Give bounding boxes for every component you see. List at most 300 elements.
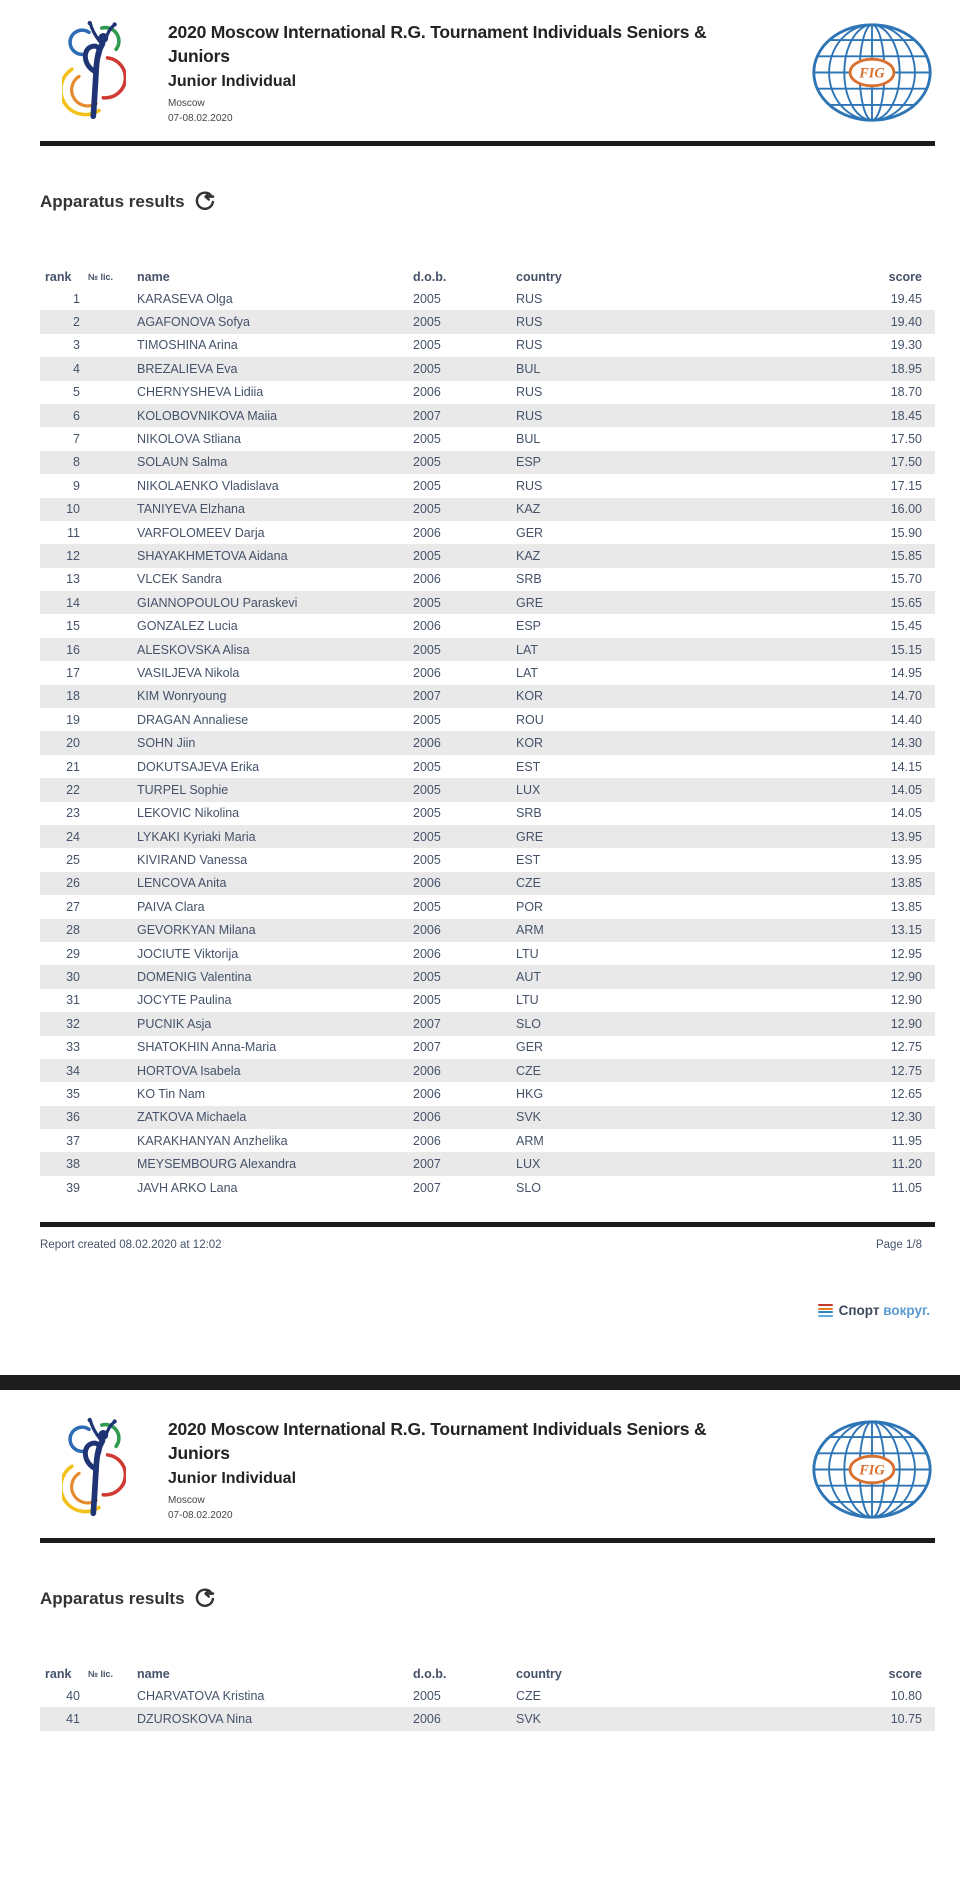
cell-country: CZE <box>516 1688 541 1703</box>
report-page-2 <box>0 1390 960 1888</box>
cell-rank: 38 <box>66 1157 80 1172</box>
cell-country: SLO <box>516 1016 542 1031</box>
cell-dob: 2005 <box>413 712 441 727</box>
cell-score: 19.30 <box>890 338 922 353</box>
event-city: Moscow <box>168 1495 205 1506</box>
header-country: country <box>516 1666 562 1681</box>
cell-name: TURPEL Sophie <box>137 782 229 797</box>
cell-name: KARAKHANYAN Anzhelika <box>137 1133 288 1148</box>
cell-rank: 30 <box>66 970 80 985</box>
cell-country: KOR <box>516 736 544 751</box>
cell-score: 14.05 <box>890 806 922 821</box>
table-body <box>40 287 935 1199</box>
cell-score: 17.15 <box>890 478 922 493</box>
cell-rank: 34 <box>66 1063 80 1078</box>
cell-dob: 2005 <box>413 315 441 330</box>
cell-country: HKG <box>516 1086 544 1101</box>
cell-score: 13.95 <box>890 829 922 844</box>
cell-country: RUS <box>516 385 543 400</box>
table-row <box>40 1707 935 1730</box>
event-title: Junior Individual <box>168 73 297 90</box>
cell-dob: 2005 <box>413 361 441 376</box>
cell-name: SHATOKHIN Anna-Maria <box>137 1040 277 1055</box>
table-row <box>40 685 935 708</box>
cell-country: CZE <box>516 876 541 891</box>
cell-name: NIKOLAENKO Vladislava <box>137 478 279 493</box>
report-footer <box>40 1239 922 1251</box>
header-country: country <box>516 269 562 284</box>
cell-dob: 2005 <box>413 899 441 914</box>
cell-rank: 2 <box>73 315 80 330</box>
cell-dob: 2005 <box>413 642 441 657</box>
cell-dob: 2005 <box>413 970 441 985</box>
cell-name: SOLAUN Salma <box>137 455 228 470</box>
results-table <box>40 1663 935 1731</box>
tournament-logo <box>62 1411 126 1523</box>
section-heading <box>40 191 215 212</box>
cell-rank: 10 <box>66 502 80 517</box>
cell-score: 17.50 <box>890 432 922 447</box>
cell-country: LAT <box>516 665 538 680</box>
cell-score: 18.95 <box>890 361 922 376</box>
header-rank: rank <box>45 269 72 284</box>
cell-country: ESP <box>516 455 542 470</box>
cell-dob: 2005 <box>413 782 441 797</box>
table-row <box>40 965 935 988</box>
cell-country: RUS <box>516 338 543 353</box>
cell-rank: 27 <box>66 899 80 914</box>
table-row <box>40 404 935 427</box>
cell-score: 13.85 <box>890 899 922 914</box>
cell-name: DOMENIG Valentina <box>137 970 252 985</box>
cell-name: NIKOLOVA Stliana <box>137 432 241 447</box>
table-row <box>40 287 935 310</box>
cell-score: 12.65 <box>890 1086 922 1101</box>
cell-name: KIVIRAND Vanessa <box>137 853 248 868</box>
table-row <box>40 1036 935 1059</box>
cell-country: LTU <box>516 993 539 1008</box>
cell-score: 12.90 <box>890 1016 922 1031</box>
cell-rank: 28 <box>66 923 80 938</box>
table-row <box>40 1012 935 1035</box>
cell-score: 12.90 <box>890 970 922 985</box>
cell-rank: 15 <box>66 619 80 634</box>
cell-score: 16.00 <box>890 502 922 517</box>
report-created-text: Report created 08.02.2020 at 12:02 <box>40 1239 222 1251</box>
cell-name: ZATKOVA Michaela <box>137 1110 247 1125</box>
cell-score: 15.90 <box>890 525 922 540</box>
table-row <box>40 755 935 778</box>
section-title: Apparatus results <box>40 191 185 211</box>
cell-score: 12.90 <box>890 993 922 1008</box>
tournament-logo <box>62 14 126 126</box>
cell-name: ALESKOVSKA Alisa <box>137 642 250 657</box>
header-score: score <box>888 269 922 284</box>
title-block <box>168 20 813 125</box>
cell-name: JOCYTE Paulina <box>137 993 232 1008</box>
cell-rank: 13 <box>66 572 80 587</box>
cell-score: 10.75 <box>890 1712 922 1727</box>
cell-name: VLCEK Sandra <box>137 572 222 587</box>
cell-name: JAVH ARKO Lana <box>137 1180 238 1195</box>
cell-country: KAZ <box>516 502 541 517</box>
cell-name: BREZALIEVA Eva <box>137 361 238 376</box>
table-row <box>40 731 935 754</box>
cell-score: 12.75 <box>890 1063 922 1078</box>
sport-vokrug-stripes-icon <box>818 1304 833 1317</box>
section-title: Apparatus results <box>40 1588 185 1608</box>
cell-name: TANIYEVA Elzhana <box>137 502 245 517</box>
cell-country: BUL <box>516 361 541 376</box>
cell-country: RUS <box>516 478 543 493</box>
table-row <box>40 708 935 731</box>
table-row <box>40 1176 935 1199</box>
cell-dob: 2005 <box>413 853 441 868</box>
cell-name: SHAYAKHMETOVA Aidana <box>137 548 288 563</box>
cell-score: 18.70 <box>890 385 922 400</box>
cell-country: ARM <box>516 923 544 938</box>
fig-logo-text: FIG <box>859 1462 885 1479</box>
cell-score: 18.45 <box>890 408 922 423</box>
cell-country: KOR <box>516 689 544 704</box>
cell-country: SRB <box>516 572 542 587</box>
cell-score: 14.40 <box>890 712 922 727</box>
table-row <box>40 1152 935 1175</box>
table-row <box>40 1129 935 1152</box>
cell-dob: 2006 <box>413 946 441 961</box>
cell-dob: 2005 <box>413 338 441 353</box>
table-row <box>40 334 935 357</box>
cell-country: ESP <box>516 619 542 634</box>
cell-rank: 6 <box>73 408 80 423</box>
cell-dob: 2006 <box>413 525 441 540</box>
cell-score: 15.85 <box>890 548 922 563</box>
cell-score: 13.85 <box>890 876 922 891</box>
cell-name: VARFOLOMEEV Darja <box>137 525 265 540</box>
cell-rank: 19 <box>66 712 80 727</box>
cell-dob: 2006 <box>413 1133 441 1148</box>
cell-country: KAZ <box>516 548 541 563</box>
table-row <box>40 942 935 965</box>
cell-dob: 2007 <box>413 1016 441 1031</box>
cell-dob: 2005 <box>413 993 441 1008</box>
cell-rank: 8 <box>73 455 80 470</box>
table-row <box>40 802 935 825</box>
cell-dob: 2007 <box>413 1157 441 1172</box>
table-header-row <box>40 1663 935 1684</box>
cell-rank: 31 <box>66 993 80 1008</box>
cell-score: 14.70 <box>890 689 922 704</box>
title-block <box>168 1417 813 1522</box>
page-title-line2: Juniors <box>168 1443 230 1463</box>
cell-name: GIANNOPOULOU Paraskevi <box>137 595 298 610</box>
cell-score: 13.95 <box>890 853 922 868</box>
table-row <box>40 474 935 497</box>
cell-rank: 41 <box>66 1712 80 1727</box>
cell-dob: 2007 <box>413 1180 441 1195</box>
results-table <box>40 266 935 1199</box>
cell-dob: 2005 <box>413 455 441 470</box>
cell-name: LENCOVA Anita <box>137 876 227 891</box>
cell-dob: 2007 <box>413 689 441 704</box>
cell-name: VASILJEVA Nikola <box>137 665 240 680</box>
cell-country: SVK <box>516 1110 542 1125</box>
cell-name: KARASEVA Olga <box>137 291 233 306</box>
header-rank: rank <box>45 1666 72 1681</box>
cell-country: GER <box>516 1040 544 1055</box>
cell-rank: 21 <box>66 759 80 774</box>
cell-name: PAIVA Clara <box>137 899 205 914</box>
cell-rank: 35 <box>66 1086 80 1101</box>
header-dob: d.o.b. <box>413 1666 447 1681</box>
table-row <box>40 451 935 474</box>
page-number: Page 1/8 <box>875 1239 922 1251</box>
cell-score: 15.45 <box>890 619 922 634</box>
cell-score: 14.15 <box>890 759 922 774</box>
cell-name: CHERNYSHEVA Lidiia <box>137 385 264 400</box>
cell-score: 12.30 <box>890 1110 922 1125</box>
apparatus-rotation-icon <box>194 1588 215 1609</box>
header-license: № lic. <box>88 271 114 282</box>
cell-name: PUCNIK Asja <box>137 1016 212 1031</box>
fig-logo-text: FIG <box>859 65 885 82</box>
cell-name: KOLOBOVNIKOVA Maiia <box>137 408 278 423</box>
header-score: score <box>888 1666 922 1681</box>
cell-country: SRB <box>516 806 542 821</box>
table-row <box>40 568 935 591</box>
cell-name: MEYSEMBOURG Alexandra <box>137 1157 297 1172</box>
sport-vokrug-logo <box>818 1303 930 1318</box>
cell-country: RUS <box>516 291 543 306</box>
cell-dob: 2006 <box>413 1086 441 1101</box>
cell-country: LUX <box>516 1157 541 1172</box>
cell-rank: 24 <box>66 829 80 844</box>
table-body <box>40 1684 935 1731</box>
cell-name: DRAGAN Annaliese <box>137 712 249 727</box>
cell-name: TIMOSHINA Arina <box>137 338 238 353</box>
table-row <box>40 427 935 450</box>
table-row <box>40 1082 935 1105</box>
cell-dob: 2006 <box>413 385 441 400</box>
cell-dob: 2005 <box>413 759 441 774</box>
cell-rank: 18 <box>66 689 80 704</box>
table-row <box>40 825 935 848</box>
cell-dob: 2007 <box>413 1040 441 1055</box>
cell-score: 13.15 <box>890 923 922 938</box>
cell-country: RUS <box>516 408 543 423</box>
cell-rank: 36 <box>66 1110 80 1125</box>
cell-score: 10.80 <box>890 1688 922 1703</box>
cell-rank: 7 <box>73 432 80 447</box>
header-rule <box>40 1538 935 1543</box>
table-header-row <box>40 266 935 287</box>
cell-rank: 23 <box>66 806 80 821</box>
cell-rank: 11 <box>67 525 80 540</box>
cell-rank: 39 <box>66 1180 80 1195</box>
footer-rule <box>40 1222 935 1227</box>
cell-rank: 14 <box>66 595 80 610</box>
cell-rank: 26 <box>66 876 80 891</box>
table-row <box>40 498 935 521</box>
cell-dob: 2005 <box>413 502 441 517</box>
cell-name: GEVORKYAN Milana <box>137 923 256 938</box>
cell-name: AGAFONOVA Sofya <box>137 315 251 330</box>
cell-score: 14.95 <box>890 665 922 680</box>
cell-rank: 40 <box>66 1688 80 1703</box>
table-row <box>40 614 935 637</box>
cell-score: 15.15 <box>890 642 922 657</box>
cell-dob: 2005 <box>413 806 441 821</box>
section-heading <box>40 1588 215 1609</box>
page-title-line1: 2020 Moscow International R.G. Tournament Individuals Seniors & <box>168 22 707 42</box>
cell-dob: 2005 <box>413 595 441 610</box>
table-row <box>40 848 935 871</box>
table-row <box>40 661 935 684</box>
cell-dob: 2006 <box>413 1110 441 1125</box>
cell-name: KIM Wonryoung <box>137 689 227 704</box>
brand-word-sport: Спорт <box>838 1303 880 1318</box>
cell-name: GONZALEZ Lucia <box>137 619 238 634</box>
cell-dob: 2006 <box>413 572 441 587</box>
table-row <box>40 638 935 661</box>
cell-country: GER <box>516 525 544 540</box>
cell-rank: 16 <box>66 642 80 657</box>
cell-name: SOHN Jiin <box>137 736 196 751</box>
table-row <box>40 310 935 333</box>
cell-rank: 20 <box>66 736 80 751</box>
header-name: name <box>137 269 170 284</box>
cell-score: 19.40 <box>890 315 922 330</box>
cell-country: BUL <box>516 432 541 447</box>
cell-rank: 25 <box>66 853 80 868</box>
cell-score: 15.70 <box>890 572 922 587</box>
table-row <box>40 989 935 1012</box>
header-rule <box>40 141 935 146</box>
table-row <box>40 1059 935 1082</box>
cell-dob: 2005 <box>413 548 441 563</box>
cell-name: HORTOVA Isabela <box>137 1063 241 1078</box>
fig-globe-logo <box>810 1418 934 1521</box>
table-row <box>40 357 935 380</box>
cell-score: 19.45 <box>890 291 922 306</box>
cell-rank: 22 <box>66 782 80 797</box>
table-row <box>40 1106 935 1129</box>
cell-country: LTU <box>516 946 539 961</box>
cell-score: 11.05 <box>891 1180 922 1195</box>
cell-dob: 2006 <box>413 1063 441 1078</box>
cell-dob: 2006 <box>413 923 441 938</box>
cell-country: SVK <box>516 1712 542 1727</box>
cell-rank: 1 <box>73 291 80 306</box>
table-row <box>40 521 935 544</box>
cell-dob: 2007 <box>413 408 441 423</box>
cell-rank: 37 <box>66 1133 80 1148</box>
cell-country: EST <box>516 759 541 774</box>
cell-rank: 9 <box>73 478 80 493</box>
cell-name: DOKUTSAJEVA Erika <box>137 759 260 774</box>
table-row <box>40 381 935 404</box>
cell-dob: 2006 <box>413 736 441 751</box>
cell-rank: 29 <box>66 946 80 961</box>
cell-score: 11.20 <box>891 1157 922 1172</box>
cell-rank: 12 <box>66 548 80 563</box>
cell-country: LAT <box>516 642 538 657</box>
page-title-line2: Juniors <box>168 46 230 66</box>
page-separator <box>0 1375 960 1390</box>
cell-score: 11.95 <box>891 1133 922 1148</box>
cell-country: GRE <box>516 595 544 610</box>
table-row <box>40 872 935 895</box>
cell-name: JOCIUTE Viktorija <box>137 946 239 961</box>
table-row <box>40 544 935 567</box>
cell-country: ARM <box>516 1133 544 1148</box>
cell-dob: 2005 <box>413 291 441 306</box>
cell-score: 12.75 <box>890 1040 922 1055</box>
cell-country: RUS <box>516 315 543 330</box>
cell-rank: 17 <box>66 665 80 680</box>
cell-name: KO Tin Nam <box>137 1086 206 1101</box>
cell-country: POR <box>516 899 544 914</box>
cell-score: 14.05 <box>890 782 922 797</box>
header-name: name <box>137 1666 170 1681</box>
cell-dob: 2005 <box>413 1688 441 1703</box>
cell-score: 12.95 <box>890 946 922 961</box>
cell-dob: 2006 <box>413 665 441 680</box>
event-title: Junior Individual <box>168 1470 297 1487</box>
header-license: № lic. <box>88 1668 114 1679</box>
cell-rank: 32 <box>66 1016 80 1031</box>
table-row <box>40 919 935 942</box>
cell-dob: 2005 <box>413 829 441 844</box>
cell-name: LEKOVIC Nikolina <box>137 806 240 821</box>
cell-name: CHARVATOVA Kristina <box>137 1688 265 1703</box>
fig-globe-logo <box>810 21 934 124</box>
cell-country: CZE <box>516 1063 541 1078</box>
table-row <box>40 895 935 918</box>
table-row <box>40 591 935 614</box>
cell-rank: 5 <box>73 385 80 400</box>
header-dob: d.o.b. <box>413 269 447 284</box>
cell-dob: 2006 <box>413 876 441 891</box>
cell-dob: 2006 <box>413 1712 441 1727</box>
cell-rank: 33 <box>66 1040 80 1055</box>
apparatus-rotation-icon <box>194 191 215 212</box>
cell-score: 15.65 <box>890 595 922 610</box>
cell-country: AUT <box>516 970 541 985</box>
cell-country: EST <box>516 853 541 868</box>
cell-country: ROU <box>516 712 544 727</box>
event-city: Moscow <box>168 98 205 109</box>
cell-name: LYKAKI Kyriaki Maria <box>137 829 256 844</box>
table-row <box>40 778 935 801</box>
cell-rank: 4 <box>73 361 80 376</box>
page-title-line1: 2020 Moscow International R.G. Tournament Individuals Seniors & <box>168 1419 707 1439</box>
cell-dob: 2006 <box>413 619 441 634</box>
cell-country: LUX <box>516 782 541 797</box>
cell-country: SLO <box>516 1180 542 1195</box>
cell-score: 14.30 <box>890 736 922 751</box>
cell-country: GRE <box>516 829 544 844</box>
brand-word-vokrug: вокруг. <box>883 1303 930 1318</box>
cell-dob: 2005 <box>413 478 441 493</box>
event-dates: 07-08.02.2020 <box>168 113 233 124</box>
cell-name: DZUROSKOVA Nina <box>137 1712 253 1727</box>
table-row <box>40 1684 935 1707</box>
cell-rank: 3 <box>73 338 80 353</box>
cell-score: 17.50 <box>890 455 922 470</box>
event-dates: 07-08.02.2020 <box>168 1510 233 1521</box>
cell-dob: 2005 <box>413 432 441 447</box>
